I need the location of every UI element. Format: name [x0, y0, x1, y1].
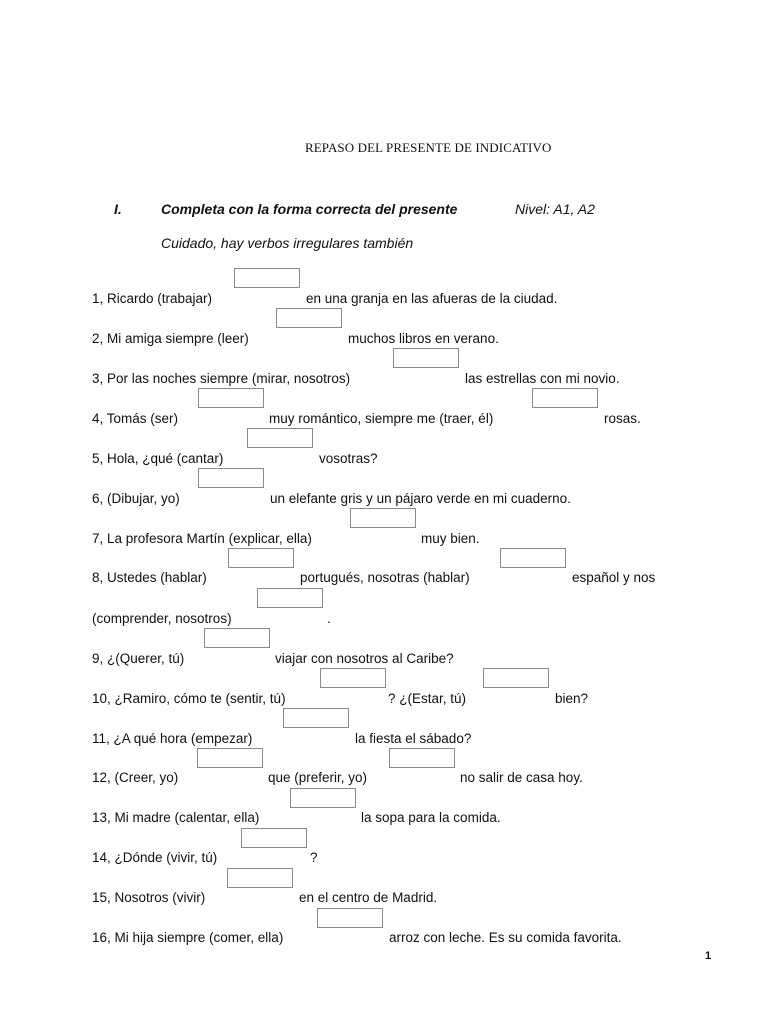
answer-box-10b[interactable]: [483, 668, 549, 688]
exercise-6-text: un elefante gris y un pájaro verde en mi cuaderno.: [270, 491, 571, 506]
answer-box-8c[interactable]: [257, 588, 323, 608]
answer-box-6[interactable]: [198, 468, 264, 488]
answer-box-9[interactable]: [204, 628, 270, 648]
exercise-8-end: .: [327, 611, 331, 626]
exercise-5-prompt: 5, Hola, ¿qué (cantar): [92, 451, 224, 466]
exercise-3-prompt: 3, Por las noches siempre (mirar, nosotros): [92, 371, 351, 386]
exercise-13-text: la sopa para la comida.: [361, 810, 501, 825]
exercise-7-text: muy bien.: [421, 531, 480, 546]
answer-box-16[interactable]: [317, 908, 383, 928]
exercise-14-prompt: 14, ¿Dónde (vivir, tú): [92, 850, 218, 865]
exercise-7-prompt: 7, La profesora Martín (explicar, ella): [92, 531, 312, 546]
document-title: REPASO DEL PRESENTE DE INDICATIVO: [305, 140, 552, 155]
answer-box-8b[interactable]: [500, 548, 566, 568]
exercise-8-line-2: (comprender, nosotros): [92, 611, 232, 626]
answer-box-2[interactable]: [276, 308, 342, 328]
exercise-14-end: ?: [310, 850, 318, 865]
exercise-1-prompt: 1, Ricardo (trabajar): [92, 291, 213, 306]
answer-box-10a[interactable]: [320, 668, 386, 688]
exercise-4-text: muy romántico, siempre me (traer, él): [269, 411, 494, 426]
exercise-2-prompt: 2, Mi amiga siempre (leer): [92, 331, 249, 346]
answer-box-7[interactable]: [350, 508, 416, 528]
answer-box-5[interactable]: [247, 428, 313, 448]
level-label: Nivel: A1, A2: [515, 201, 595, 217]
answer-box-4b[interactable]: [532, 388, 598, 408]
exercise-9-prompt: 9, ¿(Querer, tú): [92, 651, 185, 666]
section-heading: Completa con la forma correcta del presente: [161, 201, 458, 217]
answer-box-3[interactable]: [393, 348, 459, 368]
exercise-15-text: en el centro de Madrid.: [299, 890, 438, 905]
answer-box-11[interactable]: [283, 708, 349, 728]
exercise-8-prompt: 8, Ustedes (hablar): [92, 570, 207, 585]
exercise-16-text: arroz con leche. Es su comida favorita.: [389, 930, 622, 945]
exercise-4-prompt: 4, Tomás (ser): [92, 411, 179, 426]
exercise-15-prompt: 15, Nosotros (vivir): [92, 890, 206, 905]
answer-box-12a[interactable]: [197, 748, 263, 768]
exercise-10-end: bien?: [555, 691, 589, 706]
exercise-8-text-2: español y nos: [572, 570, 656, 585]
exercise-5-text: vosotras?: [319, 451, 378, 466]
answer-box-4a[interactable]: [198, 388, 264, 408]
exercise-9-text: viajar con nosotros al Caribe?: [275, 651, 454, 666]
exercise-10-text: ? ¿(Estar, tú): [388, 691, 467, 706]
exercise-13-prompt: 13, Mi madre (calentar, ella): [92, 810, 260, 825]
exercise-12-text: que (preferir, yo): [268, 770, 368, 785]
exercise-11-prompt: 11, ¿A qué hora (empezar): [92, 731, 253, 746]
answer-box-12b[interactable]: [389, 748, 455, 768]
exercise-6-prompt: 6, (Dibujar, yo): [92, 491, 180, 506]
answer-box-8a[interactable]: [228, 548, 294, 568]
exercise-2-text: muchos libros en verano.: [348, 331, 499, 346]
answer-box-13[interactable]: [290, 788, 356, 808]
page-number: 1: [705, 950, 712, 962]
exercise-11-text: la fiesta el sábado?: [355, 731, 472, 746]
answer-box-14[interactable]: [241, 828, 307, 848]
exercise-8-text: portugués, nosotras (hablar): [300, 570, 470, 585]
exercise-4-end: rosas.: [604, 411, 641, 426]
answer-box-15[interactable]: [227, 868, 293, 888]
answer-box-1[interactable]: [234, 268, 300, 288]
exercise-12-end: no salir de casa hoy.: [460, 770, 583, 785]
exercise-10-prompt: 10, ¿Ramiro, cómo te (sentir, tú): [92, 691, 286, 706]
exercise-16-prompt: 16, Mi hija siempre (comer, ella): [92, 930, 284, 945]
exercise-3-text: las estrellas con mi novio.: [465, 371, 620, 386]
section-note: Cuidado, hay verbos irregulares también: [161, 235, 414, 251]
exercise-12-prompt: 12, (Creer, yo): [92, 770, 179, 785]
section-number: I.: [114, 201, 122, 217]
exercise-1-text: en una granja en las afueras de la ciudad.: [306, 291, 558, 306]
